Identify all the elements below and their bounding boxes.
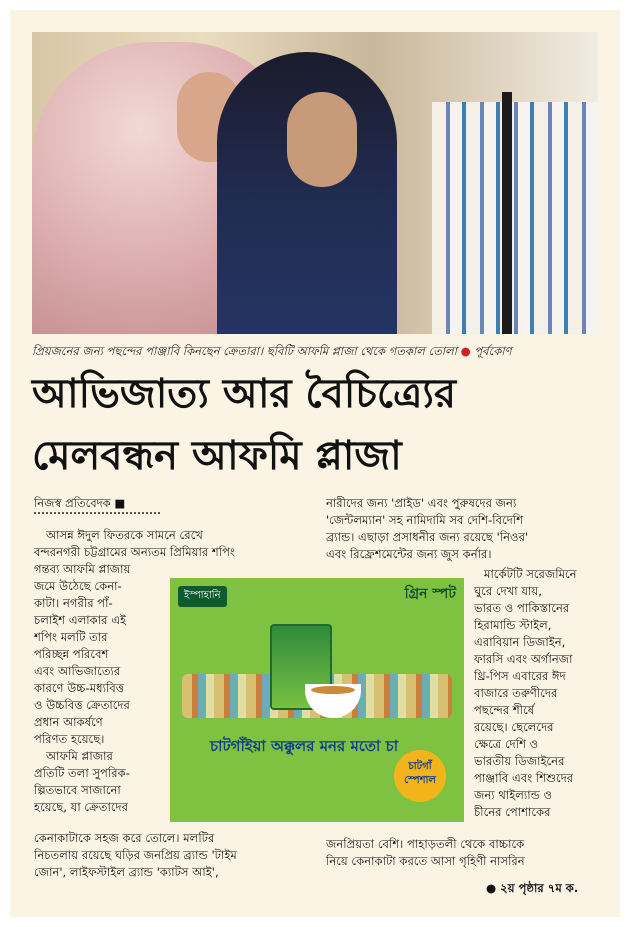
column-2-top — [326, 495, 602, 563]
ad-brand-logo: গ্রিন স্পট — [404, 586, 456, 602]
photo-caption — [32, 343, 598, 362]
square-bullet-icon: ■ — [114, 496, 126, 510]
text-line: 'জেন্টলম্যান' সহ নামিদামি সব দেশি-বিদেশি — [326, 513, 523, 527]
text-line: নিচতলায় রয়েছে ঘড়ির জনপ্রিয় ব্র্যান্ড 'টাইম — [34, 848, 237, 862]
ad-tagline: চাটগাঁইয়া অক্কুলর মনর মতো চা — [210, 737, 399, 755]
text-line: মার্কেটটি সরেজমিনে — [484, 567, 577, 581]
text-line: হয়েছে, যা ক্রেতাদের — [34, 800, 128, 814]
text-line: শপিং মলটি তার — [34, 630, 108, 644]
text-line: পরিণত হয়েছে। — [34, 732, 105, 746]
text-line: পছন্দের শীর্ষে — [474, 703, 535, 717]
column-1-top — [34, 527, 310, 561]
text-line: নারীদের জন্য 'প্রাইড' এবং পুরুষদের জন্য — [326, 496, 517, 510]
text-line: প্রতিটি তলা সুপরিক- — [34, 766, 130, 780]
text-line: জনপ্রিয়তা বেশি। পাহাড়তলী থেকে বাচ্চাকে — [326, 837, 525, 851]
column-2-wrap — [474, 566, 602, 821]
headline-line-1: আভিজাত্য আর বৈচিত্র্যের — [32, 371, 456, 417]
text-line: হিরামান্ডি স্টাইল, — [474, 618, 552, 632]
text-line: বন্দরনগরী চট্টগ্রামের অন্যতম প্রিমিয়ার শপিং — [34, 545, 235, 559]
text-line: রয়েছে। ছেলেদের — [474, 720, 554, 734]
column-2-bottom — [326, 836, 602, 870]
clothing-rack — [432, 102, 598, 334]
text-line: নিয়ে কেনাকাটা করতে আসা গৃহিণী নাসরিন — [326, 854, 525, 868]
byline-divider — [34, 512, 160, 514]
text-line: পরিচ্ছন্ন পরিবেশ — [34, 647, 109, 661]
headline-line-2: মেলবন্ধন আফমি প্লাজা — [32, 433, 402, 479]
rack-pole — [502, 92, 512, 334]
text-line: আসন্ন ঈদুল ফিতরকে সামনে রেখে — [46, 528, 203, 542]
news-photo — [32, 32, 598, 334]
text-line: ফারসি এবং অর্গানজা — [474, 652, 573, 666]
text-line: ও উচ্চবিত্ত ক্রেতাদের — [34, 698, 130, 712]
text-line: জমে উঠেছে কেনা- — [34, 579, 122, 593]
text-line: ল্পিতভাবে সাজানো — [34, 783, 121, 797]
text-line: পাঞ্জাবি এবং শিশুদের — [474, 771, 574, 785]
ad-sticker-logo: চাটগাঁ স্পেশাল — [394, 750, 446, 802]
text-line: ব্র্যান্ড। এছাড়া প্রসাধনীর জন্য রয়েছে 'নিওর' — [326, 530, 529, 544]
continuation-note — [486, 880, 578, 899]
bullet-dot-icon: ● — [460, 344, 471, 358]
text-line: এরাবিয়ান ডিজাইন, — [474, 635, 566, 649]
tea-advertisement — [170, 578, 464, 822]
text-line: ভারত ও পাকিস্তানের — [474, 601, 570, 615]
caption-text: প্রিয়জনের জন্য পছন্দের পাঞ্জাবি কিনছেন ক্রেতারা। ছবিটি আফমি প্লাজা থেকে গতকাল তোলা — [32, 344, 458, 358]
text-line: কেনাকাটাকে সহজ করে তোলে। মলটির — [34, 831, 215, 845]
text-line: এবং আভিজাত্যের — [34, 664, 121, 678]
text-line: কারণে উচ্চ-মধ্যবিত্ত — [34, 681, 125, 695]
text-line: ক্ষেত্রে দেশি ও — [474, 737, 539, 751]
ad-company-logo: ইস্পাহানি — [178, 586, 227, 607]
text-line: ভারতীয় ডিজাইনের — [474, 754, 565, 768]
text-line: আফমি প্লাজার — [46, 749, 113, 763]
bullet-dot-icon: ● — [486, 881, 497, 895]
column-1-bottom — [34, 830, 310, 881]
text-line: কাটা। নগরীর পাঁ- — [34, 596, 113, 610]
text-line: প্রধান আকর্ষণে — [34, 715, 103, 729]
text-line: গন্তব্য আফমি প্লাজায় — [34, 562, 131, 576]
text-line: জোন', লাইফস্টাইল ব্র্যান্ড 'ক্যাটস আই', — [34, 865, 219, 879]
column-1-wrap — [34, 561, 164, 816]
caption-credit: পূর্বকোণ — [474, 344, 512, 358]
text-line: ঘুরে দেখা যায়, — [474, 584, 542, 598]
text-line: বাজারে তরুণীদের — [474, 686, 558, 700]
text-line: এবং রিফ্রেশমেন্টের জন্য জুস কর্নার। — [326, 547, 492, 561]
continuation-text: ২য় পৃষ্ঠার ৭ম ক. — [500, 881, 579, 895]
text-line: চলাইশ এলাকার এই — [34, 613, 127, 627]
text-line: জন্য থাইল্যান্ড ও — [474, 788, 553, 802]
byline-text: নিজস্ব প্রতিবেদক — [34, 496, 111, 510]
text-line: থ্রি-পিস এবারের ঈদ — [474, 669, 566, 683]
shopper-face — [287, 92, 357, 187]
text-line: চীনের পোশাকের — [474, 805, 551, 819]
